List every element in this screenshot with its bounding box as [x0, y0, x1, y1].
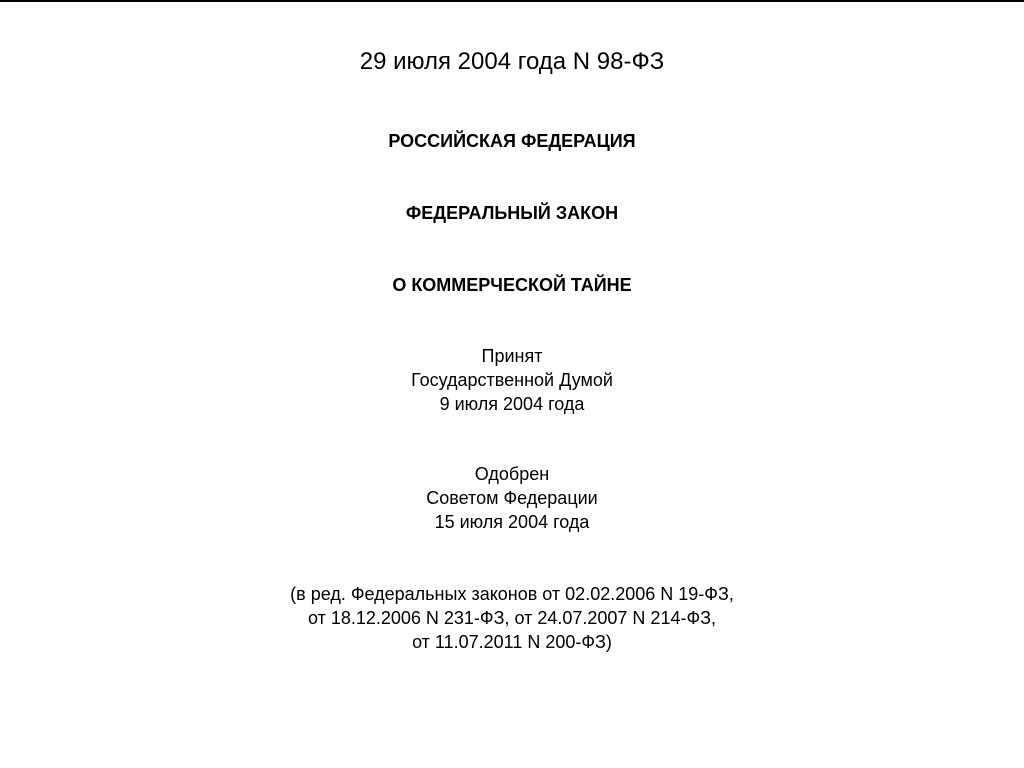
- law-title: О КОММЕРЧЕСКОЙ ТАЙНЕ: [392, 275, 632, 295]
- approval-line-3: 15 июля 2004 года: [434, 512, 590, 532]
- adoption-line-1: Принят: [481, 346, 543, 366]
- adoption-block: [0, 344, 1024, 416]
- approval-line-1: Одобрен: [474, 464, 550, 484]
- law-type-heading: ФЕДЕРАЛЬНЫЙ ЗАКОН: [405, 203, 619, 223]
- state-heading: РОССИЙСКАЯ ФЕДЕРАЦИЯ: [388, 131, 636, 151]
- approval-line-2: Советом Федерации: [426, 488, 598, 508]
- amendments-line-1: (в ред. Федеральных законов от 02.02.2006 N 19-ФЗ,: [290, 584, 734, 604]
- approval-block: [0, 462, 1024, 534]
- adoption-line-3: 9 июля 2004 года: [439, 394, 585, 414]
- adoption-line-2: Государственной Думой: [411, 370, 613, 390]
- amendments-block: [0, 582, 1024, 654]
- amendments-line-2: от 18.12.2006 N 231-ФЗ, от 24.07.2007 N 214-ФЗ,: [307, 608, 717, 628]
- document-date-number: 29 июля 2004 года N 98-ФЗ: [359, 48, 665, 75]
- top-border-rule: [0, 0, 1024, 2]
- amendments-line-3: от 11.07.2011 N 200-ФЗ): [412, 632, 612, 652]
